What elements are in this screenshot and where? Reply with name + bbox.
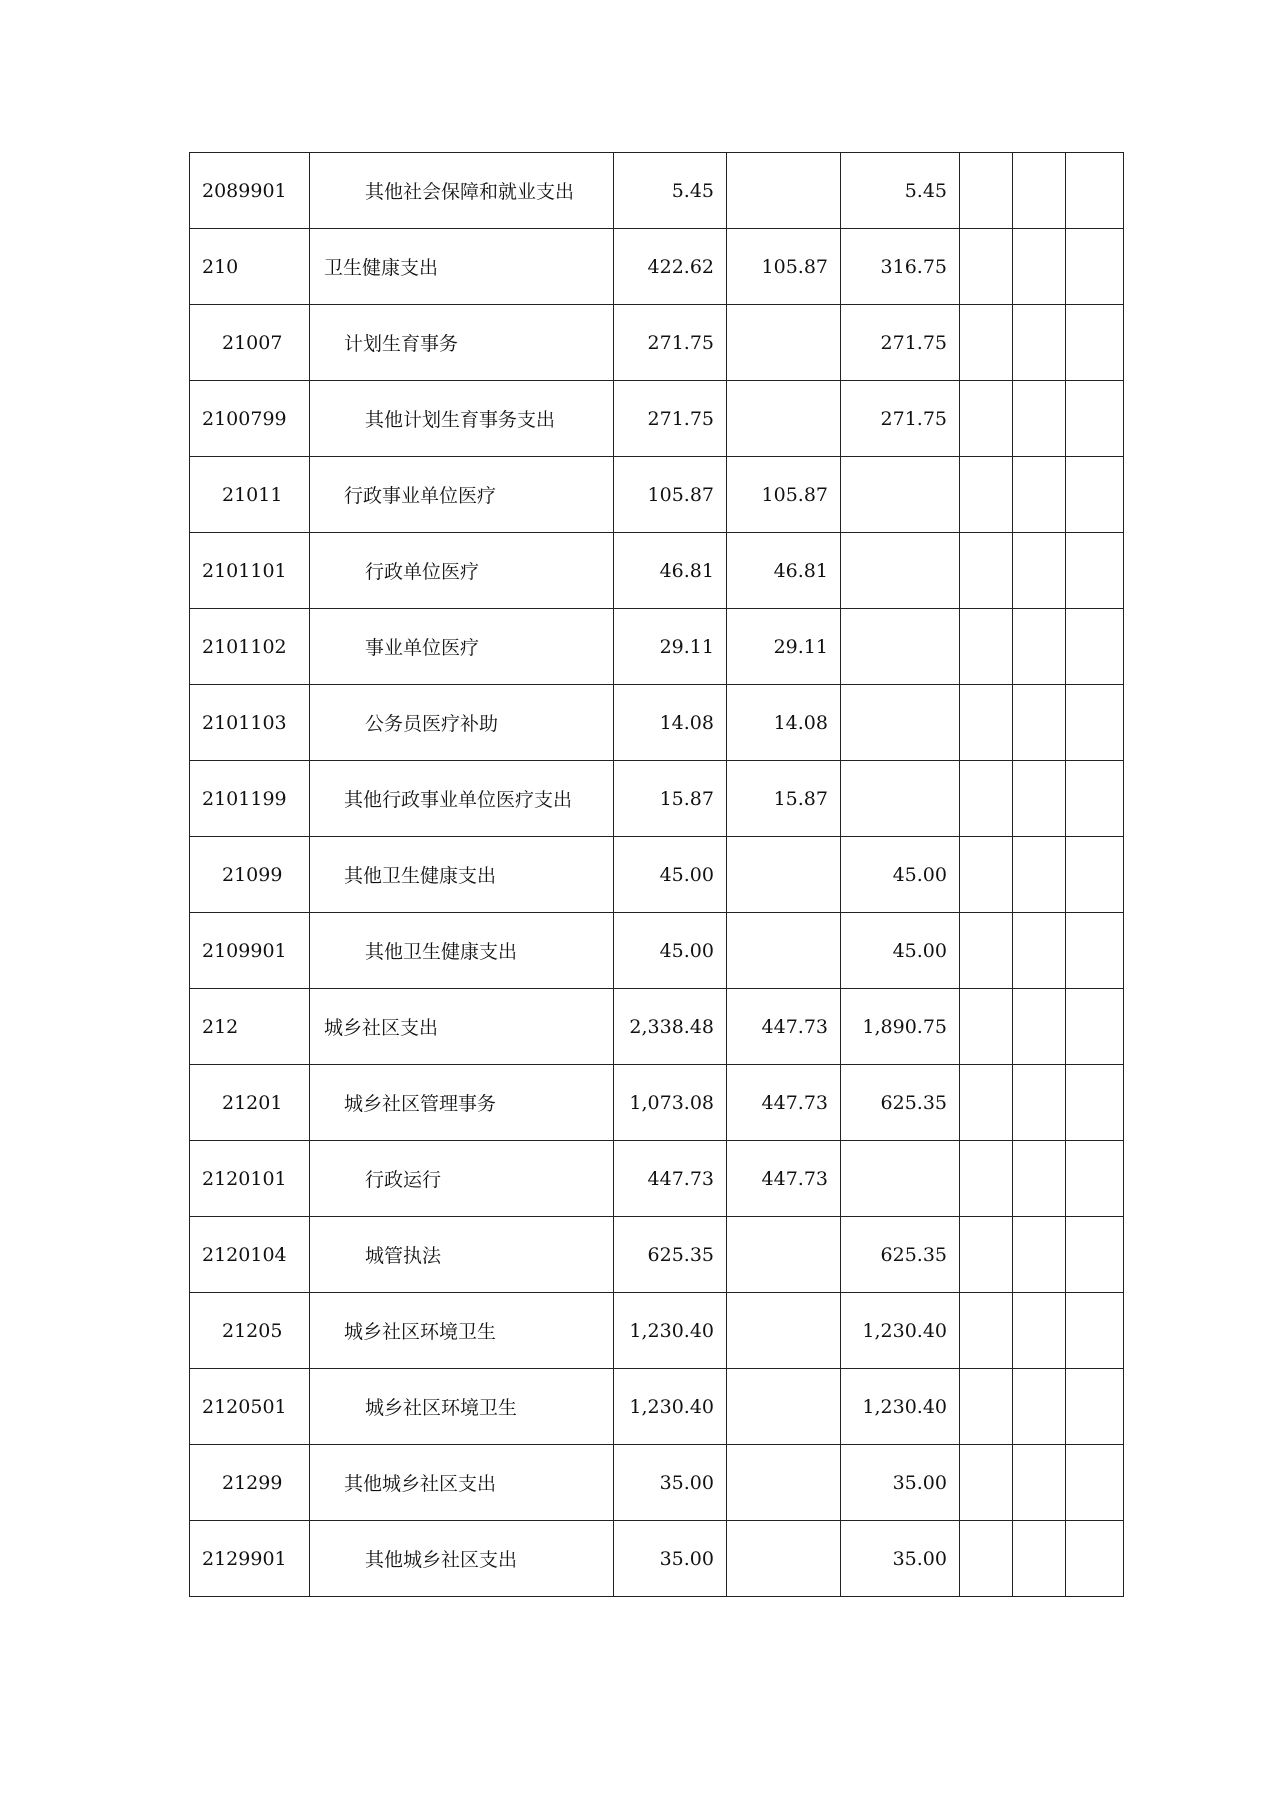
empty-cell (1013, 685, 1066, 761)
subject-name-cell: 城管执法 (310, 1217, 614, 1293)
subject-code-cell: 2101199 (190, 761, 310, 837)
subject-code-cell: 2100799 (190, 381, 310, 457)
table-row (190, 1445, 1124, 1521)
empty-cell (1066, 1521, 1124, 1597)
empty-cell (960, 457, 1013, 533)
empty-cell (960, 837, 1013, 913)
empty-cell (1013, 1217, 1066, 1293)
basic-expenditure-cell: 15.87 (727, 761, 841, 837)
empty-cell (1066, 685, 1124, 761)
subject-code-cell: 2101102 (190, 609, 310, 685)
subject-code-cell: 21205 (190, 1293, 310, 1369)
empty-cell (1066, 989, 1124, 1065)
empty-cell (1013, 1293, 1066, 1369)
empty-cell (1066, 533, 1124, 609)
total-amount-cell: 35.00 (614, 1445, 727, 1521)
empty-cell (1066, 1217, 1124, 1293)
table-row (190, 1217, 1124, 1293)
empty-cell (960, 1521, 1013, 1597)
project-expenditure-cell: 625.35 (841, 1217, 960, 1293)
project-expenditure-cell (841, 1141, 960, 1217)
subject-code-cell: 2129901 (190, 1521, 310, 1597)
empty-cell (1066, 837, 1124, 913)
basic-expenditure-cell (727, 837, 841, 913)
basic-expenditure-cell (727, 1293, 841, 1369)
project-expenditure-cell: 271.75 (841, 305, 960, 381)
basic-expenditure-cell: 447.73 (727, 1065, 841, 1141)
project-expenditure-cell: 1,230.40 (841, 1369, 960, 1445)
empty-cell (1066, 229, 1124, 305)
empty-cell (1013, 457, 1066, 533)
empty-cell (1066, 1141, 1124, 1217)
table-row (190, 153, 1124, 229)
basic-expenditure-cell (727, 1369, 841, 1445)
total-amount-cell: 1,230.40 (614, 1369, 727, 1445)
empty-cell (960, 1445, 1013, 1521)
total-amount-cell: 271.75 (614, 305, 727, 381)
total-amount-cell: 35.00 (614, 1521, 727, 1597)
empty-cell (960, 1217, 1013, 1293)
subject-name-cell: 公务员医疗补助 (310, 685, 614, 761)
empty-cell (1066, 381, 1124, 457)
total-amount-cell: 45.00 (614, 837, 727, 913)
budget-expenditure-table (189, 152, 1124, 1597)
subject-name-cell: 其他行政事业单位医疗支出 (310, 761, 614, 837)
subject-name-cell: 其他卫生健康支出 (310, 913, 614, 989)
subject-code-cell: 21201 (190, 1065, 310, 1141)
empty-cell (1066, 1445, 1124, 1521)
subject-code-cell: 21011 (190, 457, 310, 533)
table-row (190, 1141, 1124, 1217)
project-expenditure-cell: 45.00 (841, 837, 960, 913)
empty-cell (1066, 153, 1124, 229)
project-expenditure-cell: 45.00 (841, 913, 960, 989)
empty-cell (1013, 913, 1066, 989)
subject-code-cell: 21007 (190, 305, 310, 381)
table-row (190, 457, 1124, 533)
table-row (190, 761, 1124, 837)
total-amount-cell: 45.00 (614, 913, 727, 989)
empty-cell (1013, 1141, 1066, 1217)
table-row (190, 837, 1124, 913)
empty-cell (1013, 609, 1066, 685)
table-body (190, 153, 1124, 1597)
subject-name-cell: 其他计划生育事务支出 (310, 381, 614, 457)
empty-cell (1013, 381, 1066, 457)
empty-cell (1066, 305, 1124, 381)
project-expenditure-cell: 35.00 (841, 1445, 960, 1521)
subject-name-cell: 其他社会保障和就业支出 (310, 153, 614, 229)
empty-cell (1013, 153, 1066, 229)
subject-code-cell: 2089901 (190, 153, 310, 229)
basic-expenditure-cell: 14.08 (727, 685, 841, 761)
total-amount-cell: 29.11 (614, 609, 727, 685)
empty-cell (960, 913, 1013, 989)
empty-cell (960, 533, 1013, 609)
total-amount-cell: 14.08 (614, 685, 727, 761)
subject-code-cell: 21299 (190, 1445, 310, 1521)
subject-code-cell: 212 (190, 989, 310, 1065)
empty-cell (960, 229, 1013, 305)
subject-name-cell: 城乡社区支出 (310, 989, 614, 1065)
basic-expenditure-cell (727, 1217, 841, 1293)
total-amount-cell: 422.62 (614, 229, 727, 305)
empty-cell (1066, 913, 1124, 989)
subject-code-cell: 2101103 (190, 685, 310, 761)
subject-name-cell: 城乡社区环境卫生 (310, 1293, 614, 1369)
empty-cell (960, 989, 1013, 1065)
empty-cell (960, 381, 1013, 457)
empty-cell (960, 609, 1013, 685)
subject-code-cell: 2101101 (190, 533, 310, 609)
project-expenditure-cell: 316.75 (841, 229, 960, 305)
basic-expenditure-cell: 105.87 (727, 457, 841, 533)
empty-cell (1013, 1369, 1066, 1445)
table-row (190, 1065, 1124, 1141)
subject-code-cell: 210 (190, 229, 310, 305)
table-row (190, 533, 1124, 609)
empty-cell (960, 1065, 1013, 1141)
project-expenditure-cell: 625.35 (841, 1065, 960, 1141)
empty-cell (1066, 609, 1124, 685)
table-row (190, 989, 1124, 1065)
project-expenditure-cell: 1,230.40 (841, 1293, 960, 1369)
table-row (190, 913, 1124, 989)
empty-cell (960, 305, 1013, 381)
total-amount-cell: 105.87 (614, 457, 727, 533)
empty-cell (1066, 1369, 1124, 1445)
total-amount-cell: 2,338.48 (614, 989, 727, 1065)
table-row (190, 229, 1124, 305)
project-expenditure-cell: 5.45 (841, 153, 960, 229)
basic-expenditure-cell: 447.73 (727, 1141, 841, 1217)
basic-expenditure-cell (727, 381, 841, 457)
total-amount-cell: 46.81 (614, 533, 727, 609)
subject-code-cell: 2109901 (190, 913, 310, 989)
project-expenditure-cell: 1,890.75 (841, 989, 960, 1065)
subject-name-cell: 行政单位医疗 (310, 533, 614, 609)
empty-cell (1013, 989, 1066, 1065)
empty-cell (1013, 533, 1066, 609)
empty-cell (1066, 457, 1124, 533)
empty-cell (1013, 1445, 1066, 1521)
total-amount-cell: 447.73 (614, 1141, 727, 1217)
basic-expenditure-cell: 105.87 (727, 229, 841, 305)
table-row (190, 305, 1124, 381)
basic-expenditure-cell (727, 1445, 841, 1521)
total-amount-cell: 15.87 (614, 761, 727, 837)
subject-code-cell: 2120501 (190, 1369, 310, 1445)
subject-name-cell: 其他城乡社区支出 (310, 1521, 614, 1597)
basic-expenditure-cell: 447.73 (727, 989, 841, 1065)
subject-name-cell: 其他卫生健康支出 (310, 837, 614, 913)
basic-expenditure-cell (727, 305, 841, 381)
subject-name-cell: 行政运行 (310, 1141, 614, 1217)
subject-code-cell: 21099 (190, 837, 310, 913)
table-row (190, 381, 1124, 457)
subject-name-cell: 计划生育事务 (310, 305, 614, 381)
basic-expenditure-cell (727, 1521, 841, 1597)
subject-name-cell: 事业单位医疗 (310, 609, 614, 685)
basic-expenditure-cell: 29.11 (727, 609, 841, 685)
empty-cell (960, 153, 1013, 229)
subject-code-cell: 2120101 (190, 1141, 310, 1217)
table-row (190, 1369, 1124, 1445)
table-row (190, 609, 1124, 685)
empty-cell (1013, 1065, 1066, 1141)
subject-code-cell: 2120104 (190, 1217, 310, 1293)
total-amount-cell: 271.75 (614, 381, 727, 457)
table-row (190, 685, 1124, 761)
empty-cell (1013, 229, 1066, 305)
subject-name-cell: 其他城乡社区支出 (310, 1445, 614, 1521)
total-amount-cell: 625.35 (614, 1217, 727, 1293)
project-expenditure-cell: 35.00 (841, 1521, 960, 1597)
project-expenditure-cell (841, 533, 960, 609)
empty-cell (1066, 1065, 1124, 1141)
empty-cell (1066, 761, 1124, 837)
empty-cell (960, 1369, 1013, 1445)
empty-cell (960, 1293, 1013, 1369)
empty-cell (960, 1141, 1013, 1217)
project-expenditure-cell: 271.75 (841, 381, 960, 457)
basic-expenditure-cell (727, 153, 841, 229)
empty-cell (960, 685, 1013, 761)
subject-name-cell: 卫生健康支出 (310, 229, 614, 305)
project-expenditure-cell (841, 761, 960, 837)
project-expenditure-cell (841, 457, 960, 533)
project-expenditure-cell (841, 609, 960, 685)
empty-cell (1013, 761, 1066, 837)
basic-expenditure-cell (727, 913, 841, 989)
table-row (190, 1521, 1124, 1597)
subject-name-cell: 行政事业单位医疗 (310, 457, 614, 533)
total-amount-cell: 1,073.08 (614, 1065, 727, 1141)
total-amount-cell: 1,230.40 (614, 1293, 727, 1369)
subject-name-cell: 城乡社区管理事务 (310, 1065, 614, 1141)
total-amount-cell: 5.45 (614, 153, 727, 229)
empty-cell (960, 761, 1013, 837)
table-row (190, 1293, 1124, 1369)
empty-cell (1066, 1293, 1124, 1369)
empty-cell (1013, 1521, 1066, 1597)
basic-expenditure-cell: 46.81 (727, 533, 841, 609)
empty-cell (1013, 837, 1066, 913)
empty-cell (1013, 305, 1066, 381)
subject-name-cell: 城乡社区环境卫生 (310, 1369, 614, 1445)
project-expenditure-cell (841, 685, 960, 761)
